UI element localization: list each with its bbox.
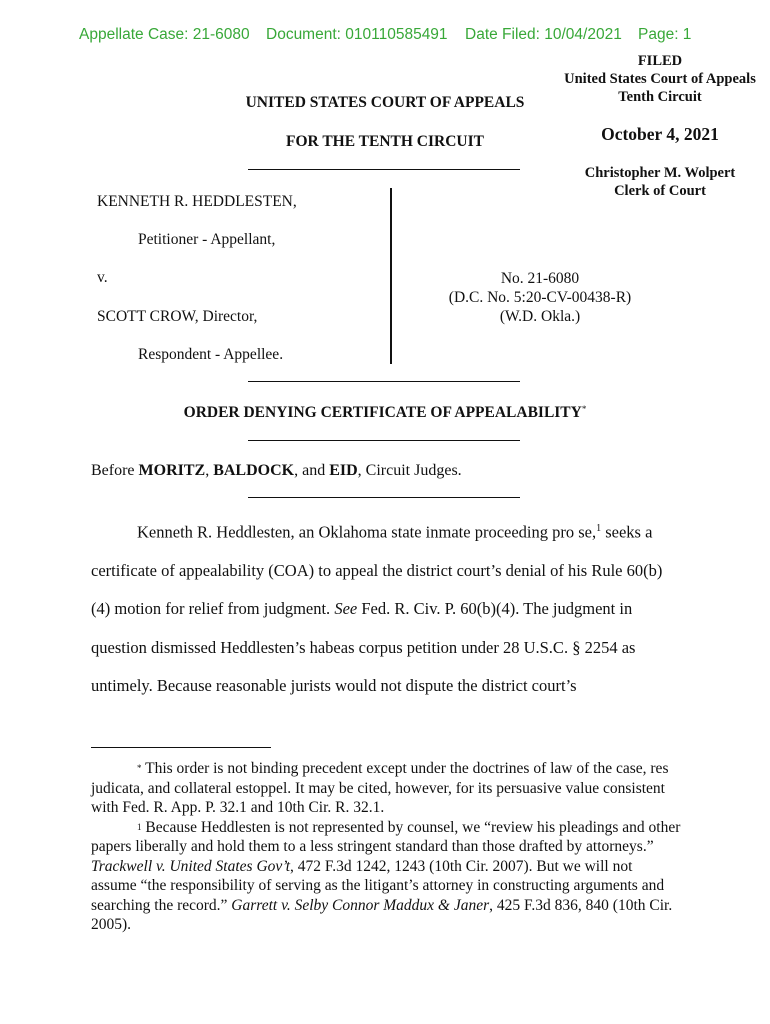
caption-divider (390, 188, 392, 364)
district-court: (W.D. Okla.) (499, 308, 581, 325)
petitioner-name: KENNETH R. HEDDLESTEN, (97, 193, 297, 210)
court-title-line1: UNITED STATES COURT OF APPEALS (245, 94, 525, 111)
order-title (60, 404, 710, 422)
footnote-star: * This order is not binding precedent except under the doctrines of law of the case, res judicata, and collateral estoppel. It may be cited, however, for its persuasive value consistent with Fed. R. App. P. 32.1 and 10th Cir. R. 32.1. (91, 760, 669, 816)
filed-date: October 4, 2021 (601, 124, 719, 144)
case-info (420, 269, 660, 326)
opinion-body (91, 510, 681, 706)
footnote-marker: 1 (137, 821, 142, 832)
stamp-page: Page: 1 (638, 26, 692, 43)
body-paragraph: Kenneth R. Heddlesten, an Oklahoma state inmate proceeding pro se,$^1$ seeks a certificate of appealability (COA) to appeal the district court’s denial of his Rule 60(b)(4) motion for relief from judgment. See Fed. R. Civ. P. 60(b)(4). The judgment in question dismissed Heddlesten’s habeas corpus petition under 28 U.S.C. § 2254 as untimely. Because reasonable jurists would not dispute the district court’s (91, 522, 663, 696)
filed-block (540, 52, 770, 200)
filed-label: FILED (637, 53, 683, 69)
divider-rule (248, 169, 520, 170)
footnotes (91, 759, 681, 935)
divider-rule (248, 440, 520, 441)
case-citation: Trackwell v. United States Gov’t (91, 857, 291, 875)
case-citation: Garrett v. Selby Connor Maddux & Janer (231, 896, 490, 914)
divider-rule (248, 381, 520, 382)
respondent-name: SCOTT CROW, Director, (97, 308, 258, 325)
judge-name: BALDOCK (213, 462, 295, 479)
district-case-number: (D.C. No. 5:20-CV-00438-R) (448, 289, 632, 306)
filed-circuit: Tenth Circuit (618, 89, 702, 105)
footnote-rule (91, 747, 271, 748)
clerk-name: Christopher M. Wolpert (584, 165, 736, 181)
case-number: No. 21-6080 (500, 270, 580, 287)
clerk-title: Clerk of Court (614, 183, 706, 199)
petitioner-role: Petitioner - Appellant, (138, 231, 276, 248)
footnote-marker: 1 (596, 523, 602, 534)
footnote-1: $^1$ Because Heddlesten is not represented by counsel, we “review his pleadings and other papers liberally and hold them to a less stringent standard than those drafted by attorneys.” Trackwell v. United States Gov’t, 472 F.3d 1242, 1243 (10th Cir. 2007). But we will not assume “the responsibility of serving as the litigant’s attorney in constructing arguments and searching the record.” Garrett v. Selby Connor Maddux & Janer, 425 F.3d 836, 840 (10th Cir. 2005). (91, 818, 681, 933)
footnote-marker: * (581, 404, 587, 414)
judge-name: EID (329, 462, 358, 479)
footnote-marker: * (137, 763, 142, 773)
stamp-document-number: Document: 010110585491 (266, 26, 448, 43)
filed-court: United States Court of Appeals (564, 71, 756, 87)
stamp-date-filed: Date Filed: 10/04/2021 (465, 26, 622, 43)
judge-name: MORITZ (138, 462, 206, 479)
divider-rule (248, 497, 520, 498)
panel-judges: Before MORITZ, BALDOCK, and EID, Circuit Judges. (91, 462, 462, 479)
court-title-line2: FOR THE TENTH CIRCUIT (286, 133, 484, 150)
stamp-case-number: Appellate Case: 21-6080 (79, 26, 250, 43)
respondent-role: Respondent - Appellee. (138, 346, 284, 363)
versus: v. (97, 269, 108, 286)
order-title-text: ORDER DENYING CERTIFICATE OF APPEALABILITY (183, 404, 582, 421)
